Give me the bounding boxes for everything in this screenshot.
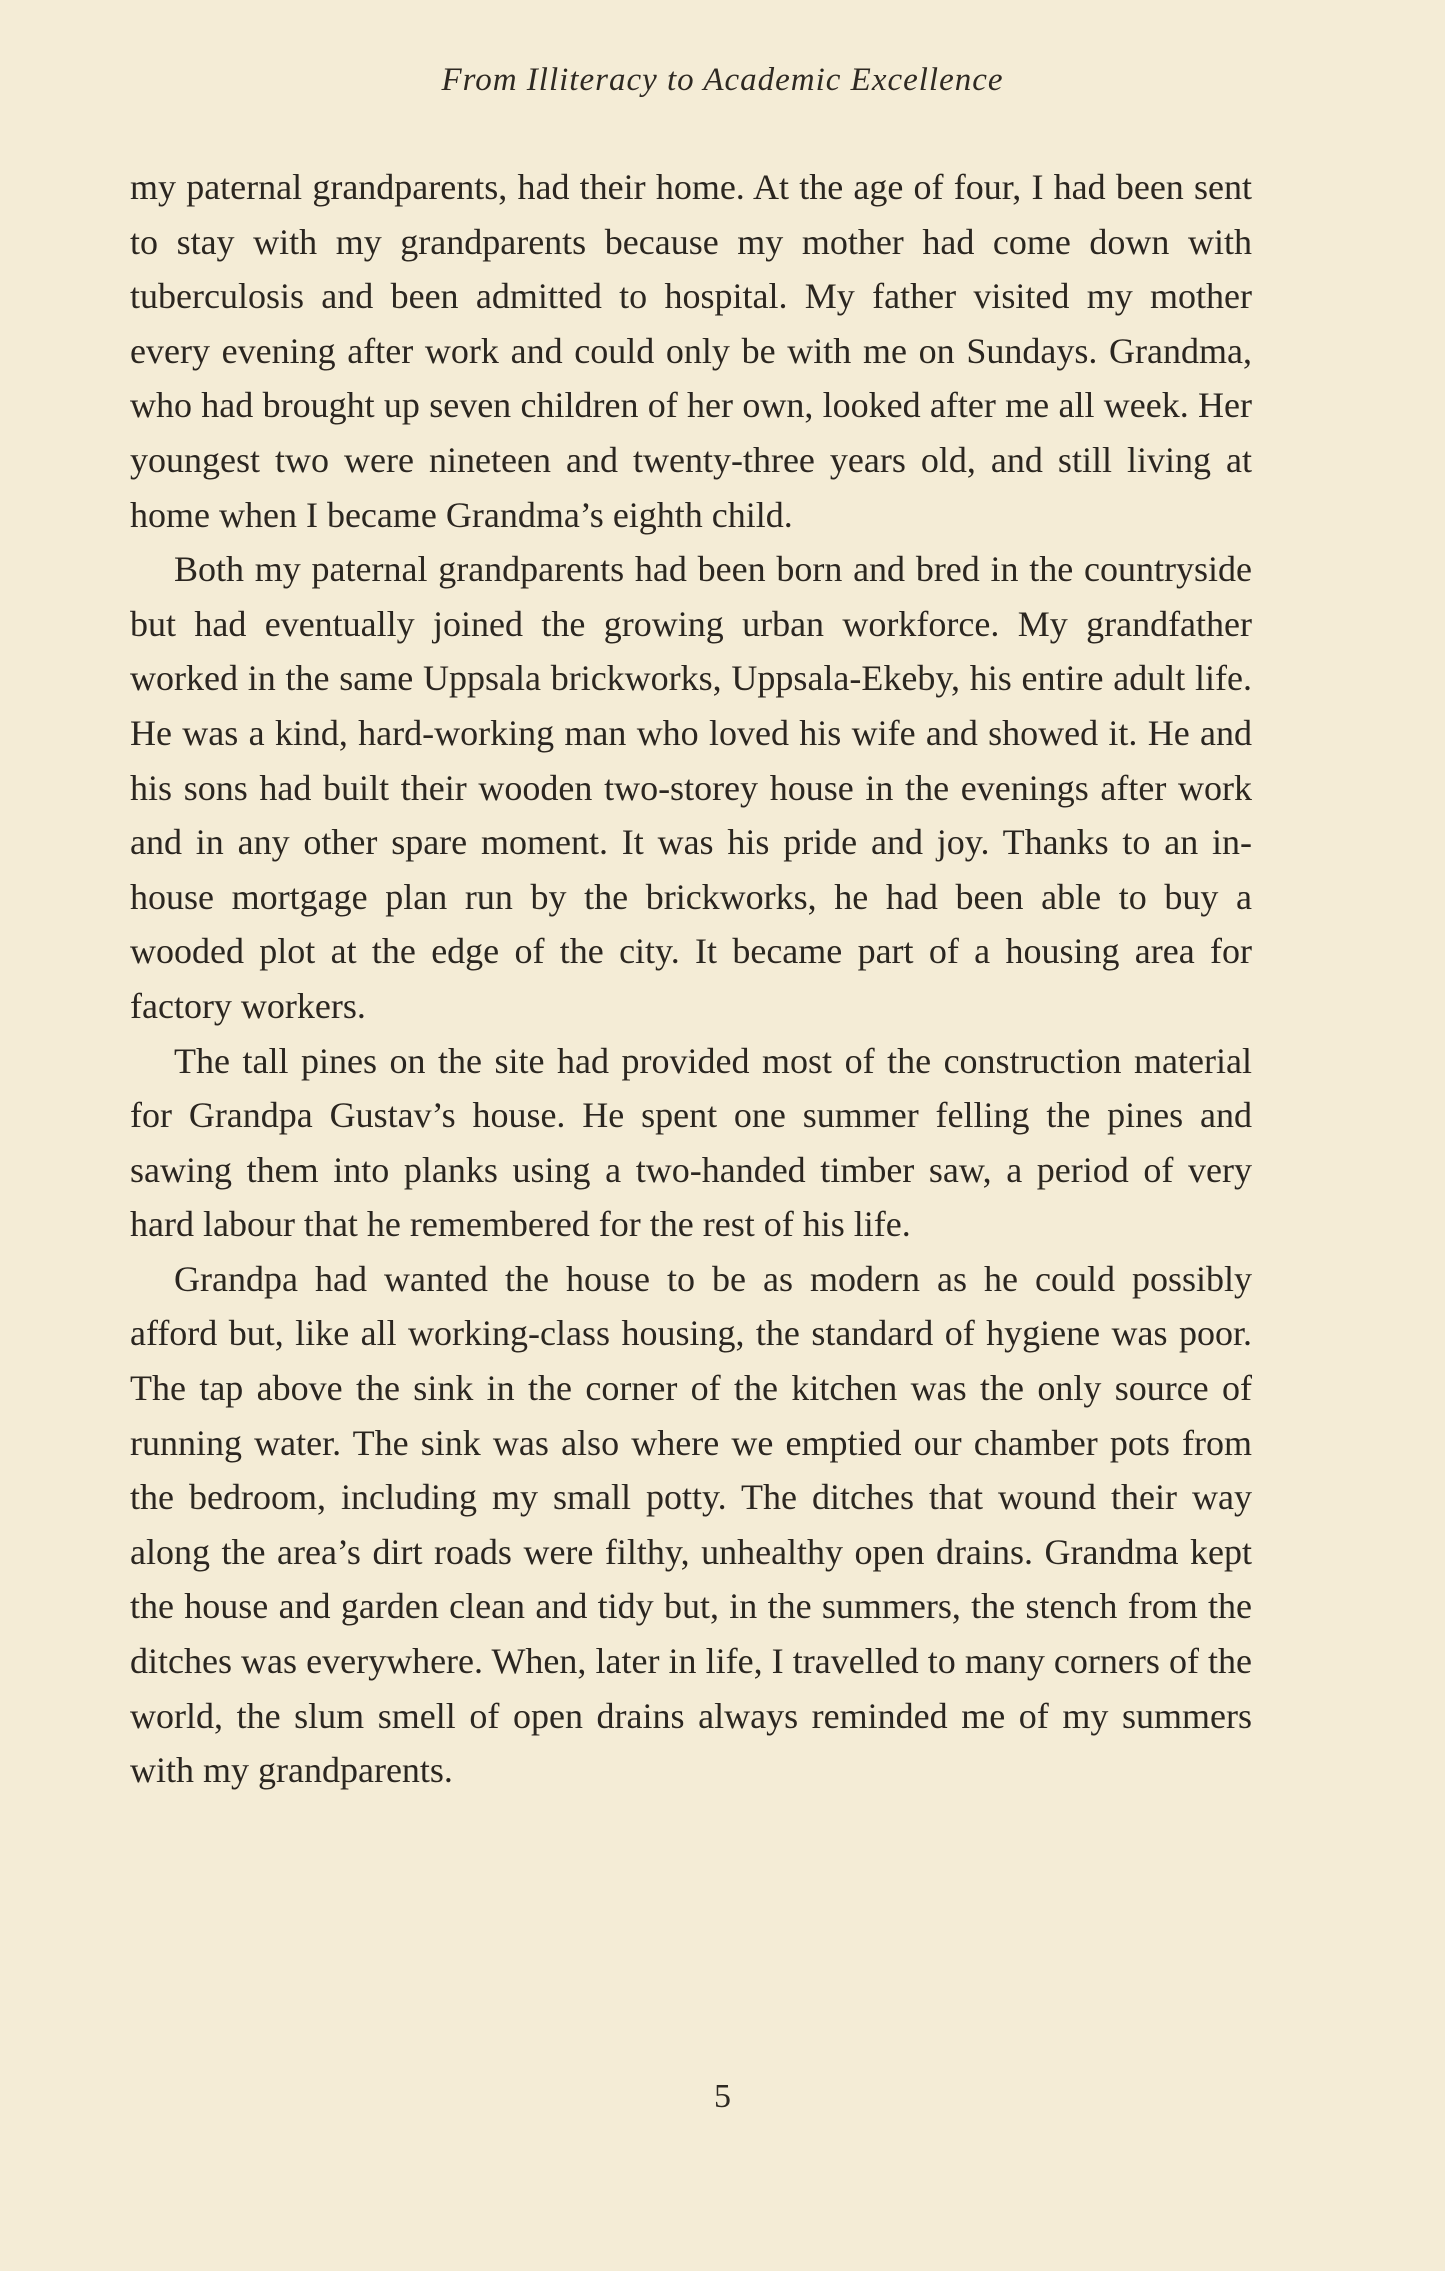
page-number: 5 (714, 2078, 731, 2115)
body-text (130, 160, 1252, 1798)
paragraph-1: my paternal grandparents, had their home. At the age of four, I had been sent to stay with my grandparents because my mother had come down with tuberculosis and been admitted to hospital. My father visited my mother every evening after work and could only be with me on Sundays. Grandma, who had brought up seven children of her own, looked after me all week. Her youngest two were nineteen and twenty-three years old, and still living at home when I became Grandma’s eighth child. (130, 167, 1252, 535)
paragraph-4: Grandpa had wanted the house to be as modern as he could possibly afford but, like all working-class housing, the standard of hygiene was poor. The tap above the sink in the corner of the kitchen was the only source of running water. The sink was also where we emptied our chamber pots from the bedroom, including my small potty. The ditches that wound their way along the area’s dirt roads were filthy, unhealthy open drains. Grandma kept the house and garden clean and tidy but, in the summers, the stench from the ditches was everywhere. When, later in life, I travelled to many corners of the world, the slum smell of open drains always reminded me of my summers with my grandparents. (130, 1258, 1252, 1791)
running-head: From Illiteracy to Academic Excellence (441, 62, 1004, 98)
paragraph-3: The tall pines on the site had provided most of the construction material for Grandpa Gustav’s house. He spent one summer felling the pines and sawing them into planks using a two-handed timber saw, a period of very hard labour that he remembered for the rest of his life. (130, 1040, 1252, 1245)
paragraph-2: Both my paternal grandparents had been born and bred in the countryside but had eventually joined the growing urban workforce. My grandfather worked in the same Uppsala brickworks, Uppsala-Ekeby, his entire adult life. He was a kind, hard-working man who loved his wife and showed it. He and his sons had built their wooden two-storey house in the evenings after work and in any other spare moment. It was his pride and joy. Thanks to an in-house mortgage plan run by the brickworks, he had been able to buy a wooded plot at the edge of the city. It became part of a housing area for factory workers. (130, 549, 1252, 1026)
